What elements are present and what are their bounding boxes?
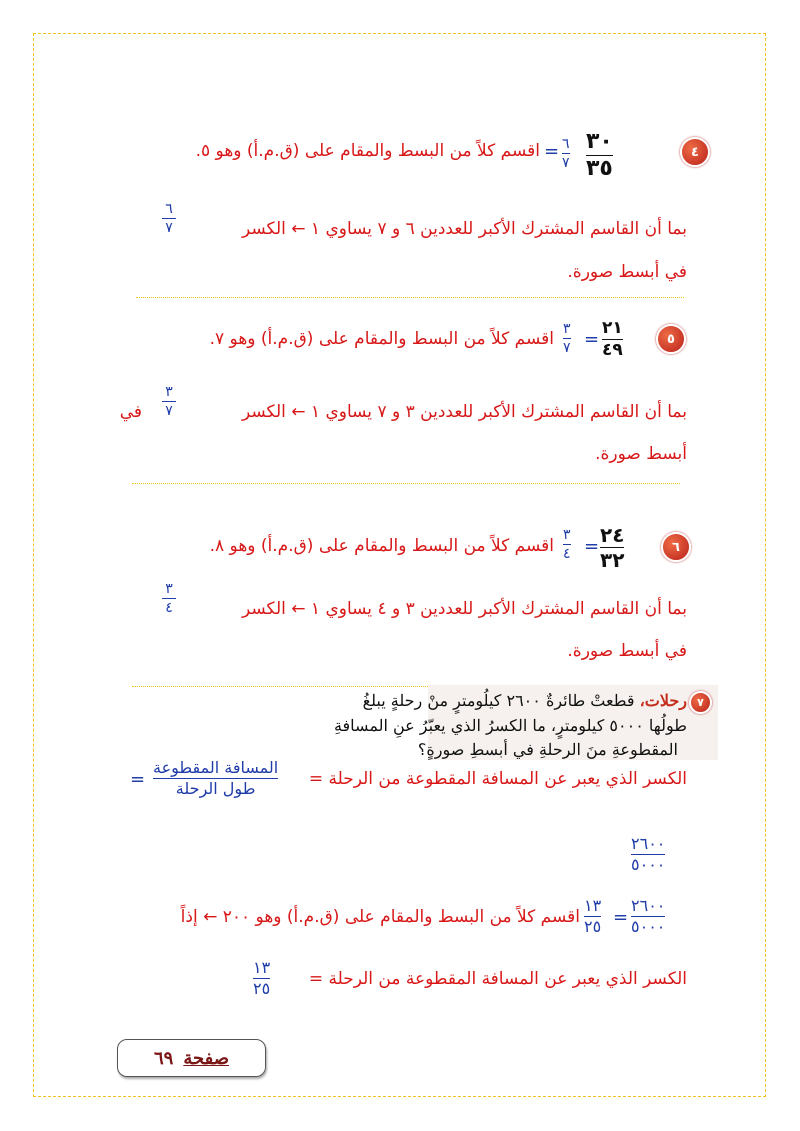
problem-number-badge: ٥ xyxy=(656,324,686,354)
equals-sign: = xyxy=(613,907,629,928)
definition-fraction: المسافة المقطوعة طول الرحلة xyxy=(153,758,279,798)
separator xyxy=(136,297,684,298)
simplest-fraction: ٦ ٧ xyxy=(162,202,176,235)
equals-sign: = xyxy=(584,536,600,557)
simplest-fraction: ٣ ٧ xyxy=(162,385,176,418)
fraction-21-49: ٢١ ٤٩ xyxy=(602,318,623,360)
step-text: اقسم كلاً من البسط والمقام على (ق.م.أ) وهو ٧. xyxy=(209,329,554,349)
fraction-2600-5000: ٢٦٠٠ ٥٠٠٠ xyxy=(631,834,666,874)
result-text: الكسر الذي يعبر عن المسافة المقطوعة من الرحلة = xyxy=(308,969,687,989)
explanation-line: بما أن القاسم المشترك الأكبر للعددين ٣ و ٤ يساوي ١ ← الكسر xyxy=(242,599,687,619)
separator xyxy=(132,483,680,484)
fraction-6-7: ٦ ٧ xyxy=(562,136,570,171)
page-number: ٦٩ xyxy=(154,1047,174,1069)
explanation-line: في أبسط صورة. xyxy=(567,641,687,661)
equals-sign: = xyxy=(544,141,560,162)
equals-sign: = xyxy=(584,329,600,350)
result-fraction: ١٣ ٢٥ xyxy=(253,958,271,998)
step-text: اقسم كلاً من البسط والمقام على (ق.م.أ) وهو ٨. xyxy=(209,536,554,556)
fraction-24-32: ٢٤ ٣٢ xyxy=(600,523,625,572)
page-label: صفحة xyxy=(183,1047,230,1069)
explanation-line: في أبسط صورة. xyxy=(567,262,687,282)
step-text: اقسم كلاً من البسط والمقام على (ق.م.أ) وهو ٢٠٠ ← إذاً xyxy=(180,907,580,927)
fraction-30-35: ٣٠ ٣٥ xyxy=(586,129,613,181)
explanation-line: بما أن القاسم المشترك الأكبر للعددين ٦ و ٧ يساوي ١ ← الكسر xyxy=(242,219,687,239)
travel-label: رحلات، xyxy=(639,691,687,710)
page-number-box xyxy=(117,1039,266,1077)
problem-number-badge: ٤ xyxy=(680,137,710,167)
explanation-line: أبسط صورة. xyxy=(595,444,687,464)
question-line: المقطوعةِ منَ الرحلةِ في أبسطِ صورةٍ؟ xyxy=(417,740,678,759)
problem-number-badge: ٧ xyxy=(689,691,712,714)
explanation-tail: في xyxy=(119,402,142,422)
explanation-line: بما أن القاسم المشترك الأكبر للعددين ٣ و ٧ يساوي ١ ← الكسر xyxy=(242,402,687,422)
fraction-3-4: ٣ ٤ xyxy=(563,527,571,562)
fraction-3-7: ٣ ٧ xyxy=(563,321,571,356)
page-border xyxy=(33,33,766,1097)
problem-number-badge: ٦ xyxy=(661,532,691,562)
question-line: قطعتْ طائرةٌ ٢٦٠٠ كيلُومترٍ منْ رحلةٍ يبلغُ xyxy=(362,691,635,710)
fraction-2600-5000: ٢٦٠٠ ٥٠٠٠ xyxy=(631,896,666,936)
textbook-question xyxy=(363,691,687,710)
step-text: اقسم كلاً من البسط والمقام على (ق.م.أ) وهو ٥. xyxy=(195,141,540,161)
equals-sign: = xyxy=(130,769,146,790)
question-line: طولُها ٥٠٠٠ كيلومترٍ، ما الكسرُ الذي يعبّرُ عنِ المسافةِ xyxy=(333,716,687,735)
definition-text: الكسر الذي يعبر عن المسافة المقطوعة من الرحلة = xyxy=(308,769,687,789)
fraction-13-25: ١٣ ٢٥ xyxy=(584,896,602,936)
simplest-fraction: ٣ ٤ xyxy=(162,582,176,615)
